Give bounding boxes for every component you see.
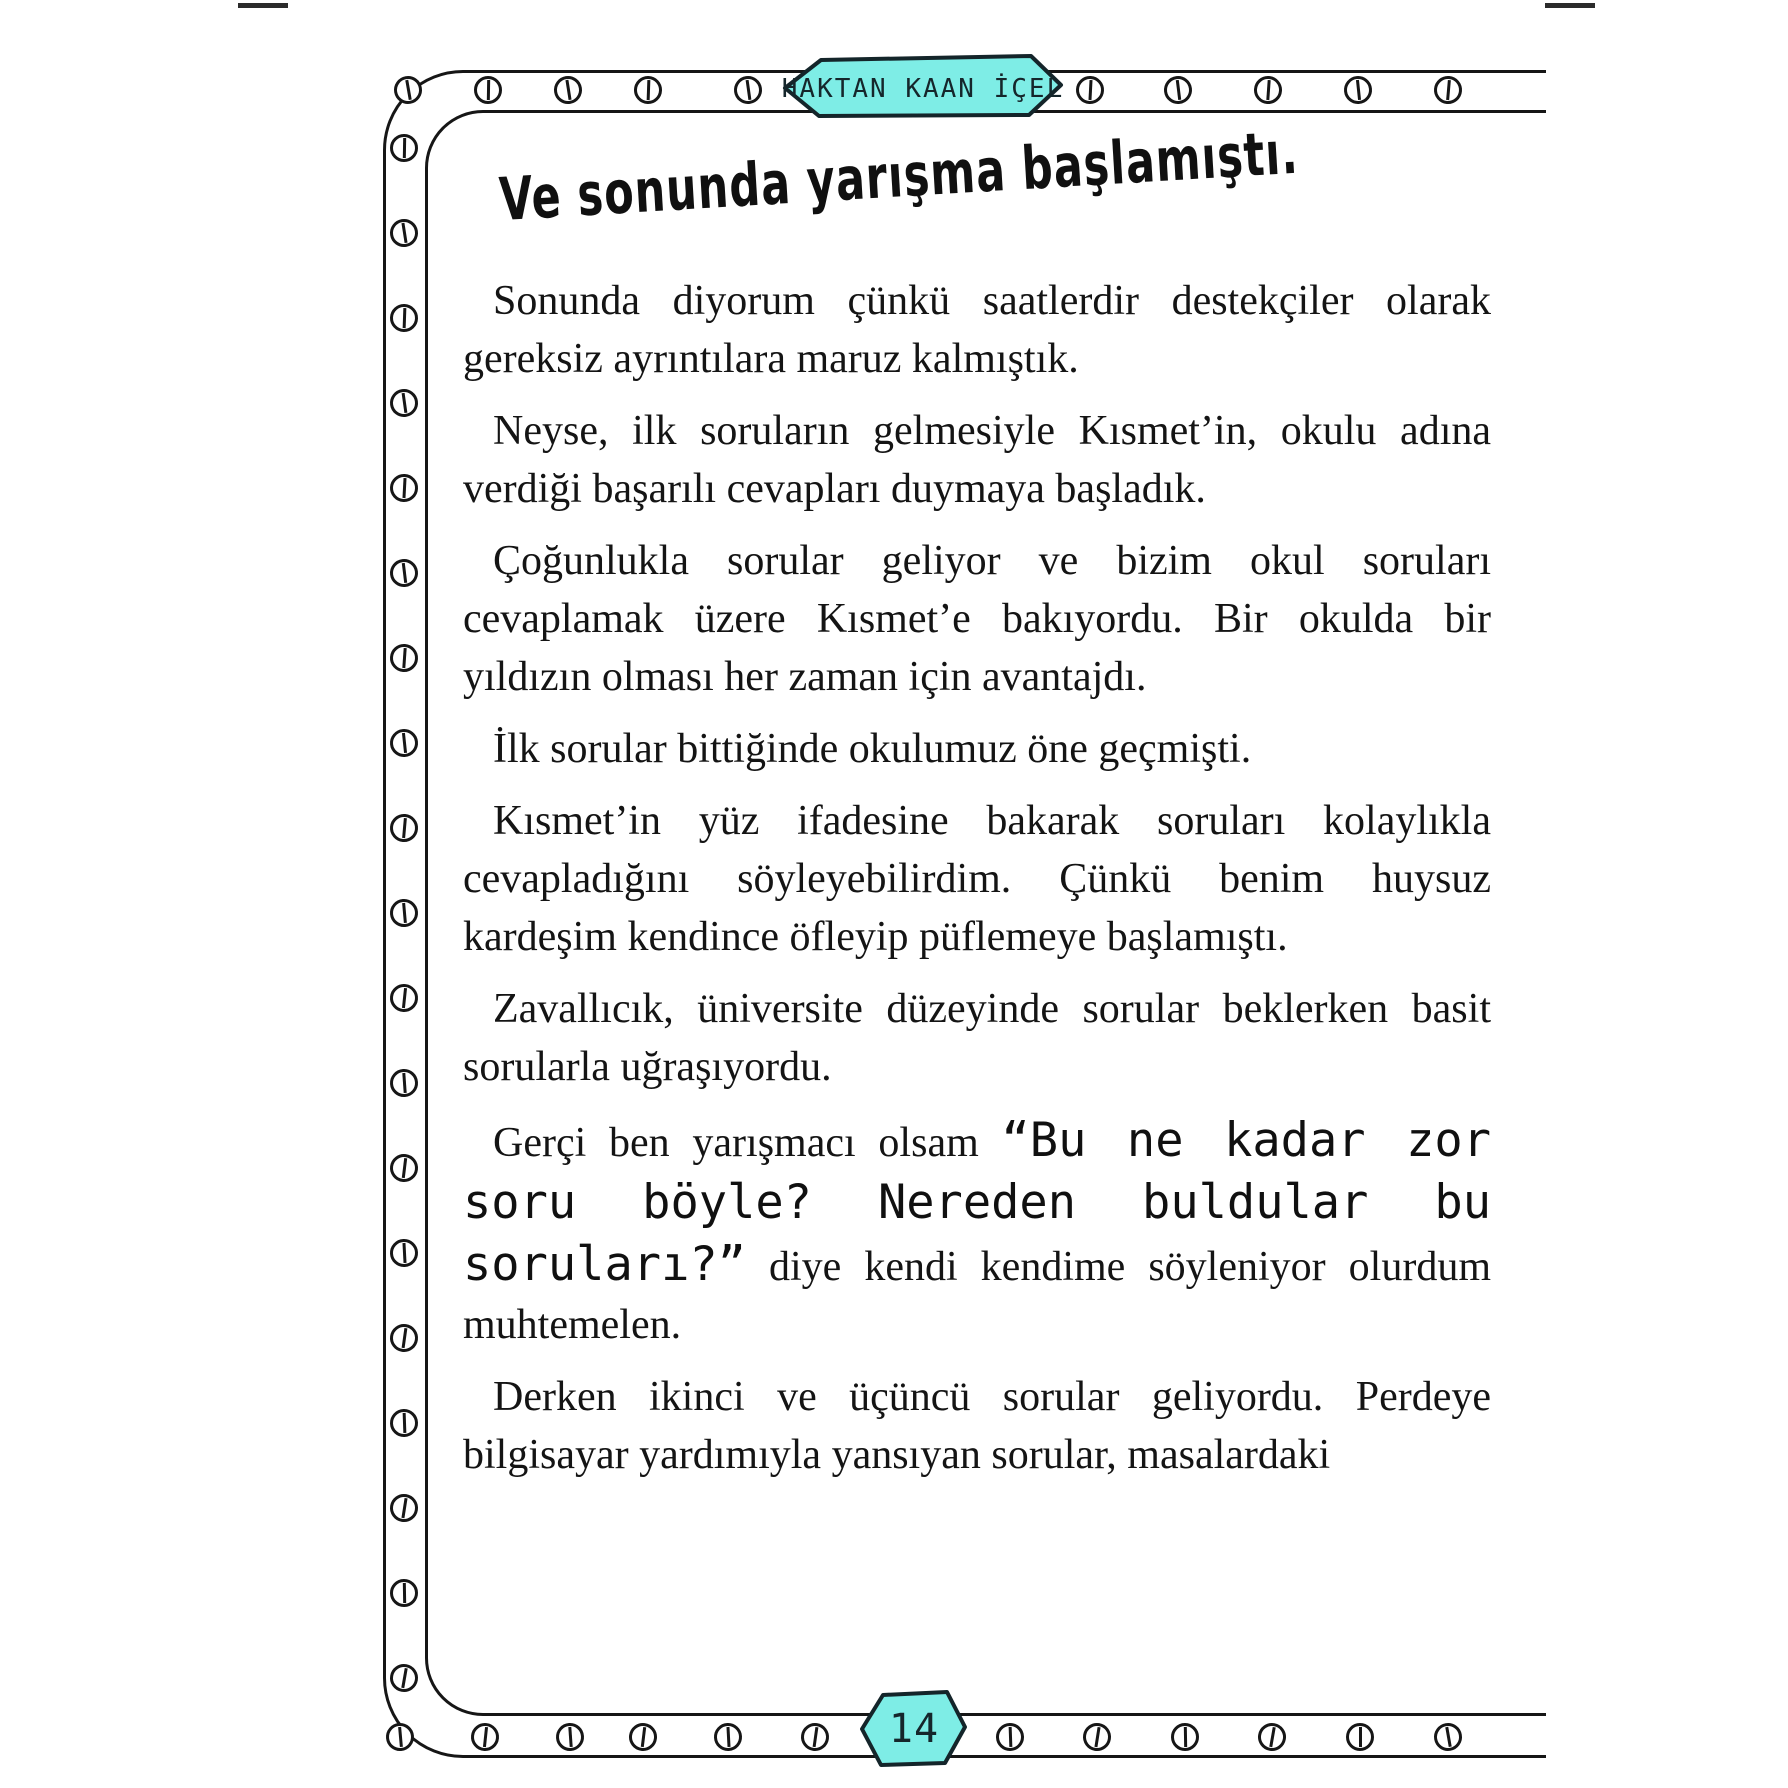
author-name: HAKTAN KAAN İÇEL: [781, 74, 1065, 104]
handwritten-quote: “Bu ne kadar zor soru böyle? Nereden buldular bu soruları?”: [463, 1113, 1491, 1292]
paragraph: Çoğunlukla sorular geliyor ve bizim okul soruları cevaplamak üzere Kısmet’e bakıyordu. Bir okulda bir yıldızın olması her zaman için avantajdı.: [463, 538, 1491, 700]
paragraph: [463, 1110, 1491, 1354]
page-number-badge: [858, 1686, 970, 1772]
paragraph: İlk sorular bittiğinde okulumuz öne geçmişti.: [493, 726, 1252, 772]
paragraph: Zavallıcık, üniversite düzeyinde sorular beklerken basit sorularla uğraşıyordu.: [463, 986, 1491, 1090]
page-title: Ve sonunda yarışma başlamıştı.: [497, 118, 1301, 236]
paragraph: Derken ikinci ve üçüncü sorular geliyordu. Perdeye bilgisayar yardımıyla yansıyan sorular, masalardaki: [463, 1374, 1491, 1478]
paragraph: Sonunda diyorum çünkü saatlerdir destekçiler olarak gereksiz ayrıntılara maruz kalmıştık.: [463, 278, 1491, 382]
page-number: 14: [888, 1706, 940, 1752]
quote-tail-text: diye kendi kendime söyleniyor olurdum muhtemelen.: [463, 1244, 1491, 1348]
crop-mark-top-right: [1545, 3, 1595, 8]
body-text: [463, 272, 1491, 1484]
paragraph: Kısmet’in yüz ifadesine bakarak soruları kolaylıkla cevapladığını söyleyebilirdim. Çünkü benim huysuz kardeşim kendince öfleyip püflemeye başlamıştı.: [463, 798, 1491, 960]
quote-lead-text: Gerçi ben yarışmacı olsam: [493, 1120, 1002, 1166]
author-badge: [780, 54, 1066, 120]
screw-icon: [1346, 1723, 1374, 1751]
paragraph: Neyse, ilk soruların gelmesiyle Kısmet’in, okulu adına verdiği başarılı cevapları duymaya başladık.: [463, 408, 1491, 512]
page-content: [463, 118, 1491, 1498]
